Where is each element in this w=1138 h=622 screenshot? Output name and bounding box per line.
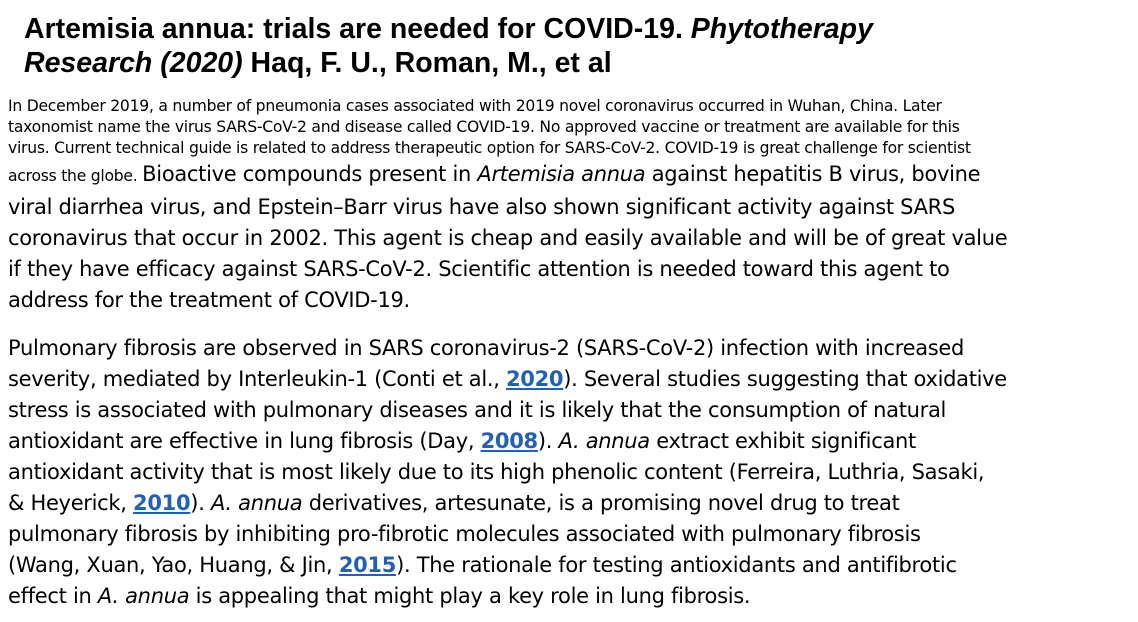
text-run: is appealing that might play a key role in lung fibrosis. (189, 584, 751, 608)
abstract-line: In December 2019, a number of pneumonia cases associated with 2019 novel coronavirus occurred in Wuhan, China. Later (8, 97, 942, 115)
authors: Haq, F. U., Roman, M., et al (242, 47, 612, 79)
abstract-line: viral diarrhea virus, and Epstein–Barr virus have also shown significant activity against SARS (8, 195, 955, 219)
abstract-line: address for the treatment of COVID-19. (8, 288, 410, 312)
abstract-line: virus. Current technical guide is related to address therapeutic option for SARS-CoV-2. COVID-19 is great challenge for scientist (8, 139, 971, 157)
fibrosis-line: antioxidant activity that is most likely due to its high phenolic content (Ferreira, Luthria, Sasaki, (8, 460, 985, 484)
fibrosis-line (8, 364, 1134, 395)
reference-link-2008[interactable]: 2008 (480, 429, 538, 453)
slide-title (24, 12, 1124, 80)
text-run: ). (537, 429, 559, 453)
text-run: ). The rationale for testing antioxidants and antifibrotic (396, 553, 957, 577)
text-run: derivatives, artesunate, is a promising novel drug to treat (302, 491, 900, 515)
journal-year: Research (2020) (24, 47, 243, 79)
text-run: severity, mediated by Interleukin-1 (Conti et al., (8, 367, 506, 391)
fibrosis-line (8, 550, 1134, 581)
abstract-small-run: across the globe. (8, 167, 143, 185)
fibrosis-line: stress is associated with pulmonary diseases and it is likely that the consumption of natural (8, 398, 947, 422)
fibrosis-line (8, 581, 1134, 612)
journal-name: Phytotherapy (690, 13, 873, 45)
fibrosis-line (8, 426, 1134, 457)
reference-link-2020[interactable]: 2020 (505, 367, 564, 391)
fibrosis-line (8, 488, 1134, 519)
abstract-paragraph (8, 96, 1134, 316)
abstract-mixed-line (8, 159, 1134, 192)
text-run: ). (190, 491, 211, 515)
abstract-line: coronavirus that occur in 2002. This agent is cheap and easily available and will be of great value (8, 226, 1008, 250)
text-run: antioxidant are effective in lung fibrosis (Day, (8, 429, 481, 453)
text-run: extract exhibit significant (649, 429, 916, 453)
text-run: (Wang, Xuan, Yao, Huang, & Jin, (8, 553, 339, 577)
bioactive-run: Bioactive compounds present in (142, 162, 478, 186)
species-abbrev: A. annua (558, 429, 650, 453)
species-abbrev: A. annua (97, 584, 190, 608)
species-abbrev: A. annua (210, 491, 303, 515)
title-separator: . (674, 13, 691, 45)
species-name: Artemisia annua (477, 162, 646, 186)
text-run: effect in (8, 584, 98, 608)
fibrosis-paragraph (8, 333, 1134, 612)
fibrosis-line: pulmonary fibrosis by inhibiting pro-fibrotic molecules associated with pulmonary fibrosis (8, 522, 921, 546)
reference-link-2015[interactable]: 2015 (338, 553, 397, 577)
text-run: & Heyerick, (8, 491, 134, 515)
bioactive-run-cont: against hepatitis B virus, bovine (645, 162, 981, 186)
abstract-line: if they have efficacy against SARS-CoV-2. Scientific attention is needed toward this agent to (8, 257, 950, 281)
text-run: ). Several studies suggesting that oxidative (563, 367, 1007, 391)
reference-link-2010[interactable]: 2010 (133, 491, 191, 515)
abstract-line: taxonomist name the virus SARS-CoV-2 and disease called COVID-19. No approved vaccine or treatment are available for this (8, 118, 960, 136)
article-title: Artemisia annua: trials are needed for COVID-19 (24, 13, 675, 45)
fibrosis-line: Pulmonary fibrosis are observed in SARS coronavirus-2 (SARS-CoV-2) infection with increased (8, 336, 965, 360)
